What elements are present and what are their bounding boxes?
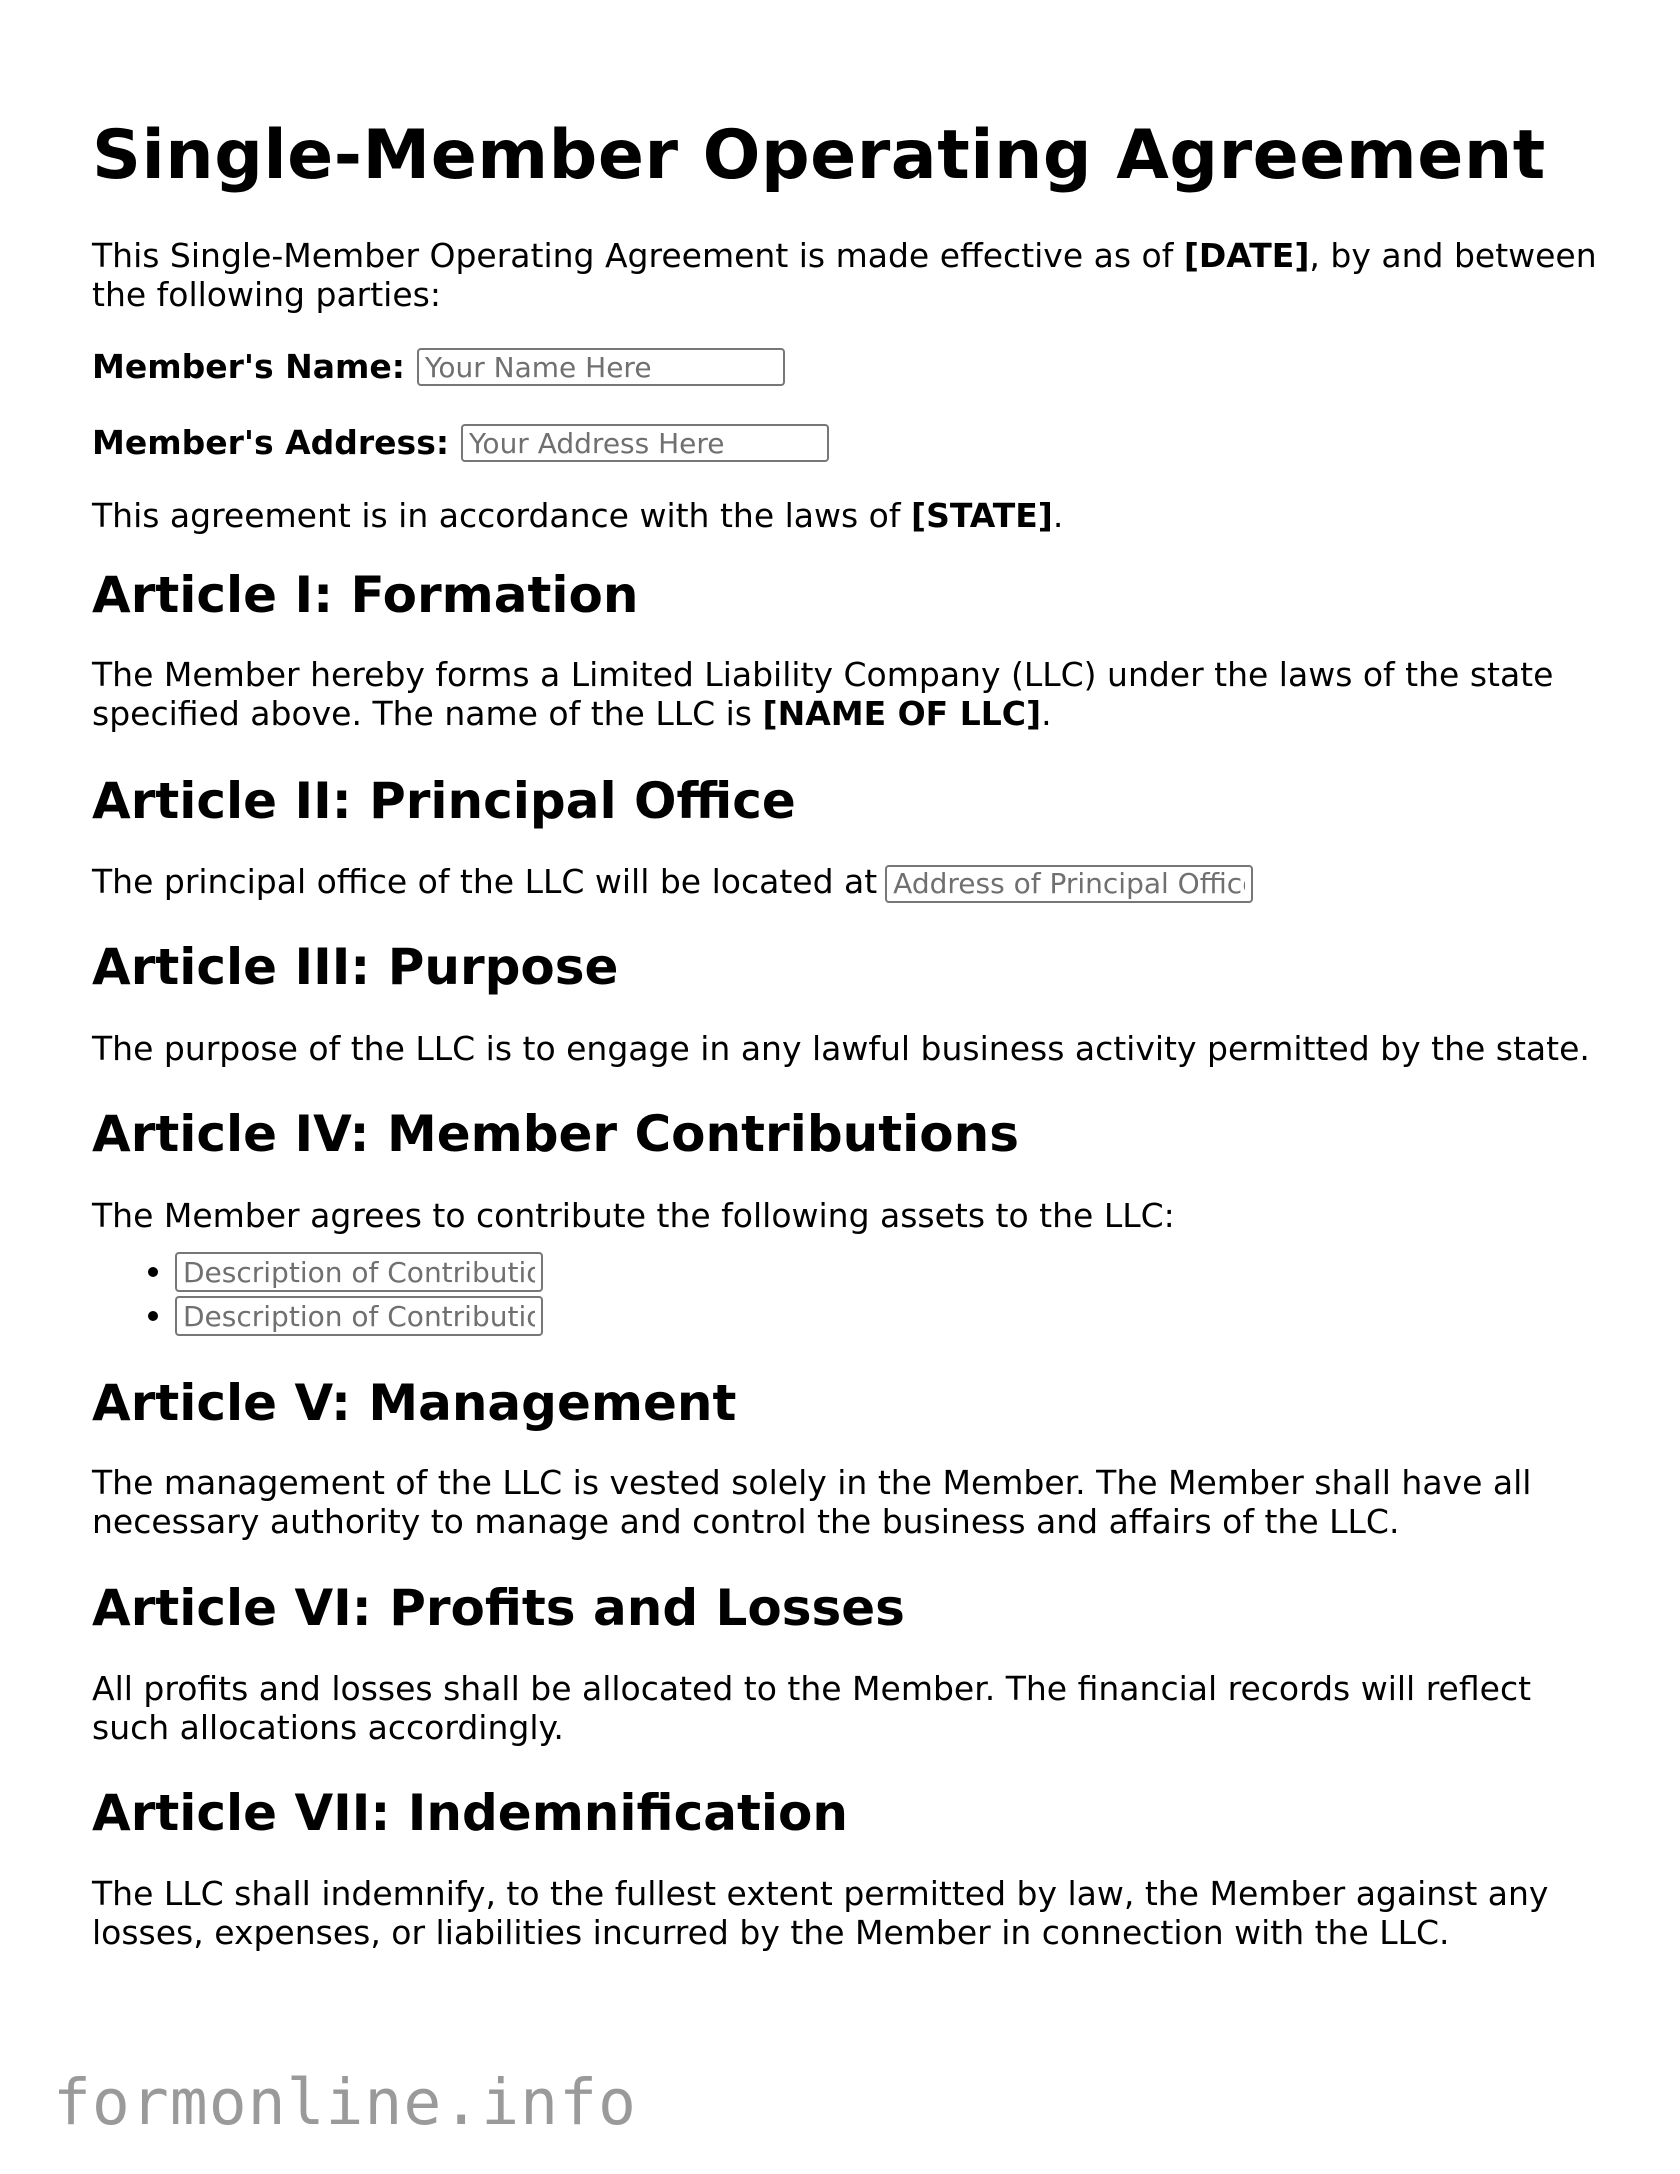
contributions-list (92, 1249, 1612, 1337)
article-contributions-heading: Article IV: Member Contributions (92, 1104, 1019, 1163)
governing-law-text-end: . (1052, 496, 1064, 535)
document-page (92, 0, 1612, 1952)
document-title: Single-Member Operating Agreement (92, 116, 1546, 195)
member-name-input[interactable] (417, 348, 785, 386)
article-principal-office-heading: Article II: Principal Office (92, 772, 796, 830)
intro-paragraph (92, 236, 1612, 314)
date-placeholder: [DATE] (1183, 236, 1310, 275)
article-management-text: The management of the LLC is vested solely in the Member. The Member shall have all necessary authority to manage and control the business and affairs of the LLC. (92, 1462, 1532, 1541)
llc-name-placeholder: [NAME OF LLC] (762, 694, 1042, 733)
member-address-input[interactable] (461, 424, 829, 462)
governing-law-text: This agreement is in accordance with the laws of (92, 496, 911, 535)
watermark: formonline.info (53, 2066, 637, 2139)
article-principal-office-text (92, 862, 1612, 903)
article-formation-heading: Article I: Formation (92, 566, 639, 624)
article-purpose-text: The purpose of the LLC is to engage in any lawful business activity permitted by the state. (92, 1028, 1590, 1068)
article-indemnification-heading: Article VII: Indemnification (92, 1783, 848, 1842)
member-name-row (92, 345, 1612, 389)
state-placeholder: [STATE] (910, 496, 1053, 535)
member-address-row (92, 421, 1612, 465)
principal-office-input[interactable] (885, 865, 1253, 903)
intro-text-after-date: , by and between the following parties: (92, 236, 1597, 314)
intro-text-before-date: This Single-Member Operating Agreement is made effective as of (92, 236, 1184, 275)
article-profits-losses-text: All profits and losses shall be allocated to the Member. The financial records will reflect such allocations accordingly. (92, 1668, 1532, 1747)
list-item (175, 1293, 1612, 1337)
contribution-input-2[interactable] (175, 1296, 543, 1336)
formation-text-after: . (1041, 694, 1052, 733)
list-item (175, 1249, 1612, 1293)
article-indemnification-text: The LLC shall indemnify, to the fullest extent permitted by law, the Member against any losses, expenses, or liabilities incurred by the Member in connection with the LLC. (92, 1873, 1549, 1952)
article-contributions-text: The Member agrees to contribute the following assets to the LLC: (92, 1195, 1175, 1235)
member-name-label: Member's Name: (92, 347, 405, 386)
principal-office-text: The principal office of the LLC will be located at (92, 862, 878, 901)
formation-text-before: The Member hereby forms a Limited Liability Company (LLC) under the laws of the state specified above. The name of the LLC is (92, 655, 1554, 733)
governing-law-paragraph (92, 496, 1612, 535)
article-formation-text (92, 655, 1612, 733)
member-address-label: Member's Address: (92, 423, 450, 462)
article-purpose-heading: Article III: Purpose (92, 937, 619, 996)
article-management-heading: Article V: Management (92, 1373, 737, 1432)
contribution-input-1[interactable] (175, 1252, 543, 1292)
article-profits-losses-heading: Article VI: Profits and Losses (92, 1578, 905, 1637)
